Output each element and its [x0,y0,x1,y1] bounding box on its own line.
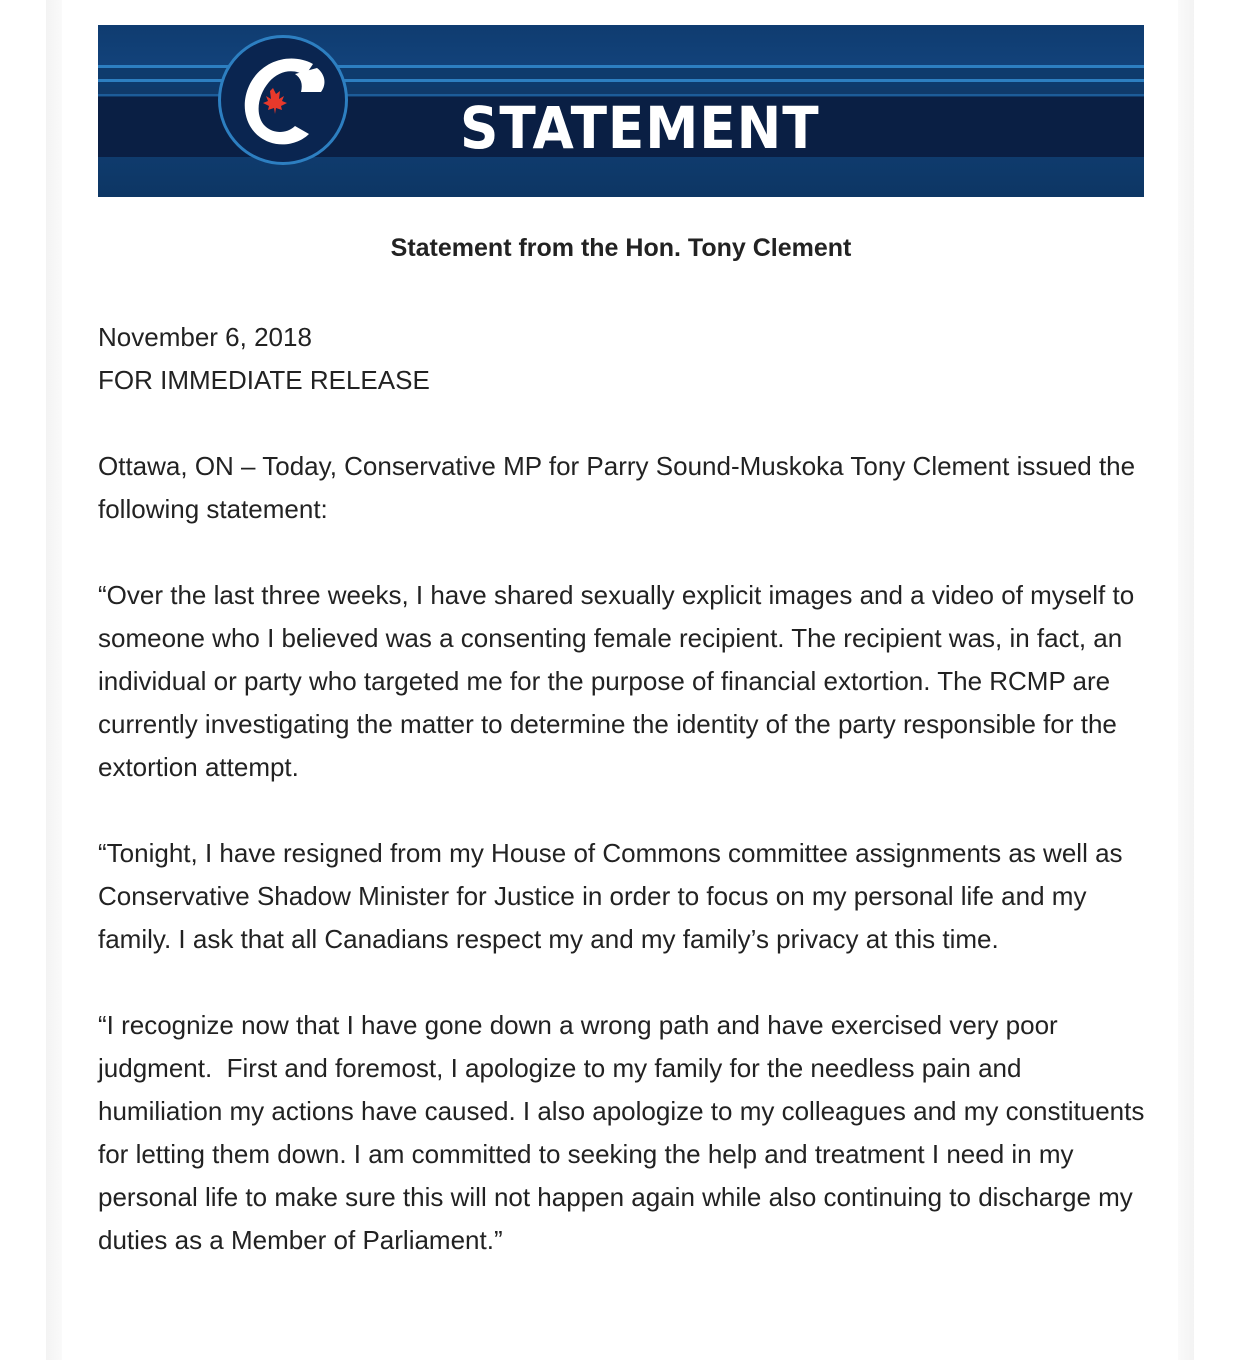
paragraph-quote-2: “Tonight, I have resigned from my House of Commons committee assignments as well as Conservative Shadow Minister for Justice in order to focus on my personal life and my family. I ask that all Canadians respect my and my family’s privacy at this time. [98,838,1123,954]
statement-title: Statement from the Hon. Tony Clement [390,234,852,262]
page-edge-right [1178,0,1194,1360]
page-edge-left [46,0,62,1360]
banner-label: STATEMENT [460,94,820,162]
banner-bottom [98,157,1144,197]
statement-banner [98,25,1144,197]
c-maple-leaf-icon [221,38,345,162]
release-label: FOR IMMEDIATE RELEASE [98,365,430,395]
paragraph-quote-3: “I recognize now that I have gone down a wrong path and have exercised very poor judgment. First and foremost, I apologize to my family for the needless pain and humiliation my actions have caused. I also apologize to my colleagues and my constituents for letting them down. I am committed to seeking the help and treatment I need in my personal life to make sure this will not happen again while also continuing to discharge my duties as a Member of Parliament.” [98,1010,1152,1255]
release-date: November 6, 2018 [98,322,312,352]
party-logo-icon [218,35,348,165]
paragraph-intro: Ottawa, ON – Today, Conservative MP for Parry Sound-Muskoka Tony Clement issued the following statement: [98,451,1136,524]
statement-body [98,316,1152,1262]
paragraph-quote-1: “Over the last three weeks, I have shared sexually explicit images and a video of myself to someone who I believed was a consenting female recipient. The recipient was, in fact, an individual or party who targeted me for the purpose of financial extortion. The RCMP are currently investigating the matter to determine the identity of the party responsible for the extortion attempt. [98,580,1135,782]
